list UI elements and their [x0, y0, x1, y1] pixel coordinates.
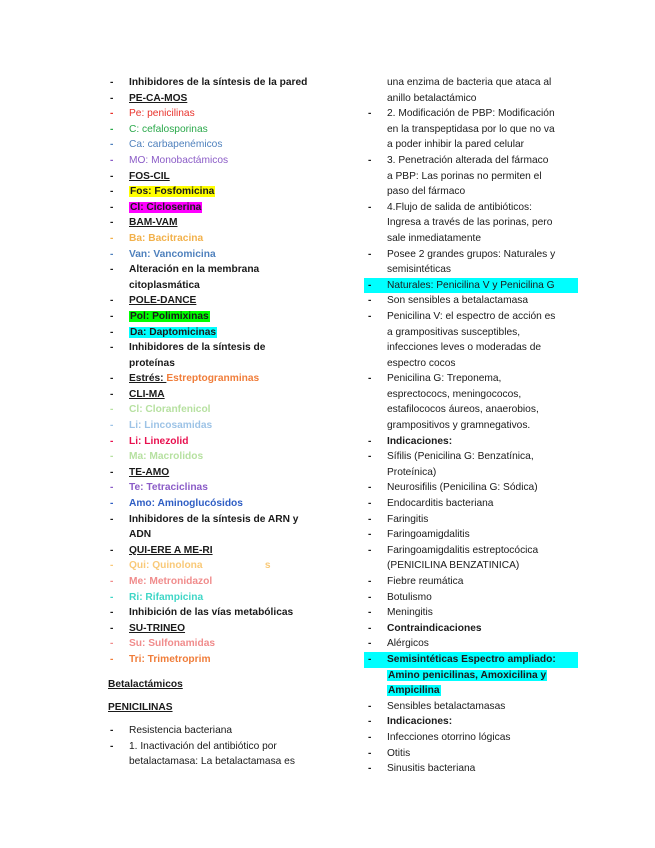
item-text: proteínas	[129, 357, 175, 369]
item-text: Pol: Polimixinas	[130, 310, 209, 322]
bullet-dash: -	[110, 92, 114, 104]
bullet-dash: -	[368, 544, 372, 556]
list-item	[366, 668, 578, 684]
list-item	[366, 153, 578, 169]
bullet-dash: -	[368, 576, 372, 587]
list-item	[366, 574, 578, 590]
bullet-dash: -	[368, 435, 372, 447]
item-text: sale inmediatamente	[387, 232, 482, 244]
item-text: Ma: Macrolidos	[129, 451, 204, 463]
list-item	[108, 402, 333, 418]
list-item	[108, 739, 333, 755]
bullet-dash: -	[110, 139, 114, 151]
item-text: QUI-ERE A ME-RI	[129, 544, 213, 556]
item-text: Naturales: Penicilina V y Penicilina G	[387, 279, 555, 291]
item-text: Sinusitis bacteriana	[387, 763, 476, 775]
list-item	[108, 91, 333, 107]
list-item	[366, 137, 578, 153]
list-item	[366, 714, 578, 730]
item-text: 3. Penetración alterada del fármaco	[387, 154, 549, 166]
list-item	[108, 605, 333, 621]
list-item	[108, 371, 333, 387]
bullet-dash: -	[110, 342, 114, 354]
bullet-dash: -	[110, 622, 114, 634]
bullet-dash: -	[110, 154, 114, 166]
bullet-dash: -	[110, 740, 114, 752]
bullet-dash: -	[368, 607, 372, 619]
list-item	[366, 605, 578, 621]
item-text: Alteración en la membrana	[129, 264, 260, 276]
item-extra-text: s	[202, 560, 271, 572]
bullet-dash: -	[110, 388, 114, 400]
bullet-dash: -	[368, 700, 372, 712]
list-item	[108, 153, 333, 169]
bullet-dash: -	[110, 451, 114, 463]
item-text: Meningitis	[387, 607, 433, 619]
item-text: betalactamasa: La betalactamasa es	[129, 756, 295, 768]
list-item	[366, 418, 578, 434]
list-item	[108, 356, 333, 372]
list-item	[366, 262, 578, 278]
item-text: Su: Sulfonamidas	[129, 638, 216, 650]
list-item	[108, 723, 333, 739]
item-text: Proteínica)	[387, 466, 437, 478]
list-item	[108, 184, 333, 200]
section-heading-betalactamicos: Betalactámicos	[108, 679, 183, 690]
list-item	[108, 652, 333, 668]
item-text: en la transpeptidasa por lo que no va	[387, 123, 555, 135]
bullet-dash: -	[110, 435, 114, 447]
item-text: Qui: Quinolona	[129, 560, 203, 572]
list-item	[366, 434, 578, 450]
item-text: Ingresa a través de las porinas, pero	[387, 217, 553, 229]
list-item	[108, 75, 333, 91]
list-item	[366, 590, 578, 606]
bullet-dash: -	[368, 310, 372, 322]
list-item	[108, 543, 333, 559]
list-item	[366, 325, 578, 341]
item-text: Da: Daptomicinas	[130, 326, 217, 338]
item-text: PE-CA-MOS	[129, 92, 188, 104]
bullet-dash: -	[110, 498, 114, 510]
list-item	[364, 278, 578, 294]
item-text: Fiebre reumática	[387, 576, 464, 587]
list-item	[366, 231, 578, 247]
list-item	[108, 215, 333, 231]
section-heading-penicilinas: PENICILINAS	[108, 702, 173, 713]
bullet-dash: -	[110, 404, 114, 416]
bullet-dash: -	[368, 653, 372, 665]
list-item	[366, 91, 578, 107]
item-text: Amo: Aminoglucósidos	[129, 498, 243, 510]
item-text: CLI-MA	[129, 388, 165, 400]
list-item	[108, 169, 333, 185]
bullet-dash: -	[110, 217, 114, 229]
left-column	[108, 75, 333, 668]
list-item	[366, 543, 578, 559]
list-item	[366, 340, 578, 356]
item-text: a poder inhibir la pared celular	[387, 139, 525, 151]
bullet-dash: -	[368, 279, 372, 291]
list-item	[108, 558, 333, 574]
item-text: Faringitis	[387, 513, 429, 525]
bullet-dash: -	[368, 295, 372, 307]
item-text: grampositivos y gramnegativos.	[387, 420, 531, 432]
item-text: Inhibición de las vías metabólicas	[129, 607, 294, 619]
bullet-dash: -	[368, 763, 372, 775]
bullet-dash: -	[368, 482, 372, 494]
bullet-dash: -	[368, 638, 372, 650]
item-text: TE-AMO	[129, 466, 170, 478]
bullet-dash: -	[368, 108, 372, 120]
bullet-dash: -	[110, 186, 114, 198]
list-item	[366, 106, 578, 122]
item-text: Inhibidores de la síntesis de	[129, 342, 266, 354]
list-item	[366, 387, 578, 403]
bullet-dash: -	[110, 248, 114, 260]
list-item	[108, 247, 333, 263]
bullet-dash: -	[368, 201, 372, 213]
bullet-dash: -	[110, 576, 114, 587]
item-text: Amino penicilinas, Amoxicilina y	[388, 669, 547, 681]
list-item	[366, 449, 578, 465]
item-text: 4.Flujo de salida de antibióticos:	[387, 201, 532, 213]
item-text: Pe: penicilinas	[129, 108, 195, 120]
list-item	[108, 480, 333, 496]
list-item	[366, 293, 578, 309]
item-text: Son sensibles a betalactamasa	[387, 295, 529, 307]
item-text: Li: Linezolid	[129, 435, 189, 447]
item-text: Alérgicos	[387, 638, 429, 650]
list-item	[366, 184, 578, 200]
item-extra-text: Estreptogranminas	[166, 373, 260, 385]
list-item	[108, 293, 333, 309]
list-item	[366, 371, 578, 387]
item-text: paso del fármaco	[387, 186, 466, 198]
item-text: Faringoamigdalitis	[387, 529, 470, 541]
list-item	[366, 621, 578, 637]
bullet-dash: -	[110, 326, 114, 338]
item-text: Faringoamigdalitis estreptocócica	[387, 544, 539, 556]
bullet-dash: -	[110, 108, 114, 120]
item-text: POLE-DANCE	[129, 295, 197, 307]
item-text: Van: Vancomicina	[129, 248, 216, 260]
list-item	[366, 215, 578, 231]
item-text: Indicaciones:	[387, 435, 453, 447]
item-text: Posee 2 grandes grupos: Naturales y	[387, 248, 556, 260]
list-item	[108, 621, 333, 637]
bullet-dash: -	[110, 310, 114, 322]
list-item	[108, 262, 333, 278]
list-item	[366, 169, 578, 185]
list-item	[108, 418, 333, 434]
item-text: Botulismo	[387, 591, 432, 603]
item-text: Tri: Trimetroprim	[129, 653, 211, 665]
item-text: Me: Metronidazol	[129, 576, 213, 587]
item-text: Otitis	[387, 747, 411, 759]
bullet-dash: -	[110, 295, 114, 307]
list-item	[108, 231, 333, 247]
bullet-dash: -	[110, 638, 114, 650]
list-item	[366, 247, 578, 263]
bullet-dash: -	[110, 232, 114, 244]
item-text: Fos: Fosfomicina	[130, 186, 215, 198]
list-item	[366, 465, 578, 481]
bullet-dash: -	[110, 466, 114, 478]
list-item	[366, 200, 578, 216]
item-text: una enzima de bacteria que ataca al	[387, 77, 552, 88]
list-item	[108, 325, 333, 341]
list-item	[366, 122, 578, 138]
list-item	[108, 496, 333, 512]
bullet-dash: -	[110, 373, 114, 385]
item-text: Te: Tetraciclinas	[129, 482, 208, 494]
list-item	[366, 75, 578, 91]
list-item	[366, 527, 578, 543]
list-item	[366, 636, 578, 652]
item-text: anillo betalactámico	[387, 92, 477, 104]
item-text: a PBP: Las porinas no permiten el	[387, 170, 542, 182]
list-item	[108, 200, 333, 216]
item-text: Sensibles betalactamasas	[387, 700, 506, 712]
bullet-dash: -	[368, 622, 372, 634]
bullet-dash: -	[110, 725, 114, 736]
item-text: FOS-CIL	[129, 170, 170, 182]
list-item	[366, 309, 578, 325]
item-text: Endocarditis bacteriana	[387, 498, 494, 510]
item-text: Infecciones otorrino lógicas	[387, 731, 511, 743]
list-item	[364, 652, 578, 668]
item-text: Penicilina V: el espectro de acción es	[387, 310, 556, 322]
list-item	[366, 683, 578, 699]
item-text: espectro cocos	[387, 357, 456, 369]
list-item	[108, 590, 333, 606]
list-item	[108, 137, 333, 153]
item-text: Cl: Cicloserina	[130, 201, 202, 213]
list-item	[108, 449, 333, 465]
bullet-dash: -	[368, 154, 372, 166]
item-text: Ba: Bacitracina	[129, 232, 204, 244]
bullet-dash: -	[110, 513, 114, 525]
bullet-dash: -	[368, 731, 372, 743]
list-item	[108, 106, 333, 122]
right-column	[366, 75, 578, 777]
bullet-dash: -	[110, 420, 114, 432]
list-item	[108, 434, 333, 450]
list-item	[366, 402, 578, 418]
item-text: 1. Inactivación del antibiótico por	[129, 740, 277, 752]
left-bottom-column	[108, 723, 333, 770]
item-text: Resistencia bacteriana	[129, 725, 233, 736]
list-item	[108, 387, 333, 403]
bullet-dash: -	[110, 264, 114, 276]
bullet-dash: -	[110, 544, 114, 556]
bullet-dash: -	[368, 451, 372, 463]
list-item	[108, 512, 333, 528]
bullet-dash: -	[368, 248, 372, 260]
list-item	[366, 761, 578, 777]
bullet-dash: -	[368, 747, 372, 759]
item-text: Penicilina G: Treponema,	[387, 373, 502, 385]
item-text: citoplasmática	[129, 279, 200, 291]
list-item	[366, 746, 578, 762]
bullet-dash: -	[110, 482, 114, 494]
list-item	[366, 480, 578, 496]
bullet-dash: -	[110, 591, 114, 603]
item-text: Cl: Cloranfenicol	[129, 404, 211, 416]
item-text: Sífilis (Penicilina G: Benzatínica,	[387, 451, 534, 463]
item-text: Ca: carbapenémicos	[129, 139, 223, 151]
bullet-dash: -	[110, 170, 114, 182]
bullet-dash: -	[110, 201, 114, 213]
bullet-dash: -	[110, 607, 114, 619]
bullet-dash: -	[368, 513, 372, 525]
bullet-dash: -	[110, 653, 114, 665]
item-text: a grampositivas susceptibles,	[387, 326, 521, 338]
item-text: MO: Monobactámicos	[129, 154, 229, 166]
bullet-dash: -	[368, 529, 372, 541]
list-item	[108, 122, 333, 138]
item-text: (PENICILINA BENZATINICA)	[387, 560, 520, 572]
bullet-dash: -	[110, 560, 114, 572]
item-text: Inhibidores de la síntesis de la pared	[129, 77, 308, 88]
item-text: Inhibidores de la síntesis de ARN y	[129, 513, 299, 525]
item-text: semisintéticas	[387, 264, 451, 276]
bullet-dash: -	[110, 77, 114, 88]
item-text: 2. Modificación de PBP: Modificación	[387, 108, 555, 120]
list-item	[366, 356, 578, 372]
list-item	[108, 309, 333, 325]
item-text: SU-TRINEO	[129, 622, 186, 634]
list-item	[108, 754, 333, 770]
bullet-dash: -	[110, 123, 114, 135]
bullet-dash: -	[368, 373, 372, 385]
item-text: Li: Lincosamidas	[129, 420, 213, 432]
item-text: Contraindicaciones	[387, 622, 482, 634]
list-item	[366, 558, 578, 574]
list-item	[108, 465, 333, 481]
item-text: Estrés:	[129, 373, 167, 385]
bullet-dash: -	[368, 498, 372, 510]
list-item	[108, 278, 333, 294]
item-text: Ri: Rifampicina	[129, 591, 204, 603]
item-text: Neurosifilis (Penicilina G: Sódica)	[387, 482, 538, 494]
list-item	[366, 730, 578, 746]
item-text: BAM-VAM	[129, 217, 178, 229]
item-text: Indicaciones:	[387, 716, 453, 728]
item-text: Semisintéticas Espectro ampliado:	[387, 653, 556, 665]
list-item	[366, 496, 578, 512]
list-item	[108, 574, 333, 590]
list-item	[108, 527, 333, 543]
item-text: Ampicilina	[388, 685, 440, 697]
item-text: infecciones leves o moderadas de	[387, 342, 542, 354]
bullet-dash: -	[368, 716, 372, 728]
list-item	[366, 512, 578, 528]
item-text: esprectococs, meningococos,	[387, 388, 522, 400]
item-text: estafilococos áureos, anaerobios,	[387, 404, 539, 416]
list-item	[108, 340, 333, 356]
list-item	[108, 636, 333, 652]
item-text: C: cefalosporinas	[129, 123, 208, 135]
item-text: ADN	[129, 529, 152, 541]
bullet-dash: -	[368, 591, 372, 603]
list-item	[366, 699, 578, 715]
